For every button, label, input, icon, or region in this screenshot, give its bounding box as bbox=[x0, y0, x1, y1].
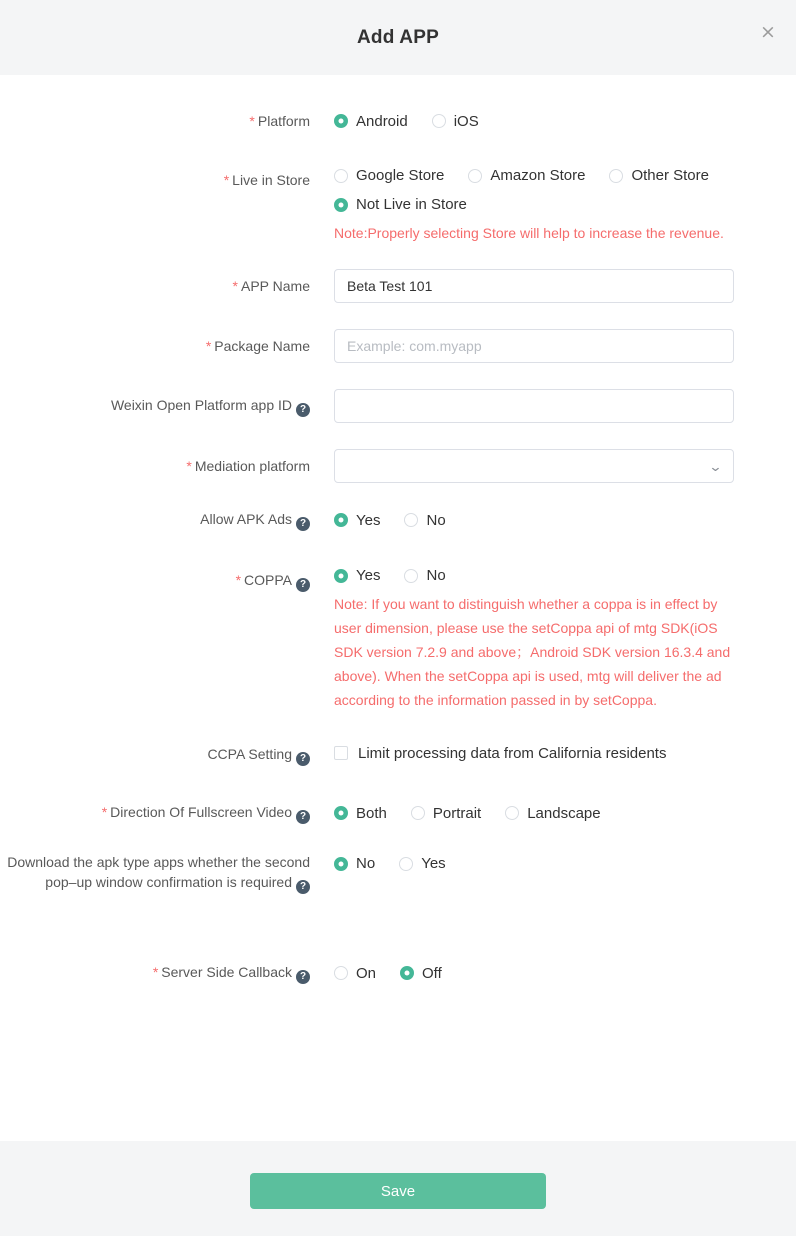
platform-radio-group bbox=[334, 113, 734, 130]
radio-unselected-icon bbox=[334, 169, 348, 183]
form-row-direction bbox=[0, 802, 796, 824]
radio-selected-icon bbox=[334, 806, 348, 820]
weixin-app-id-control bbox=[334, 389, 734, 423]
radio-selected-icon bbox=[334, 569, 348, 583]
store-radio-group-row1 bbox=[334, 167, 734, 184]
help-icon[interactable]: ? bbox=[296, 970, 310, 984]
required-asterisk: * bbox=[249, 113, 255, 129]
form-row-app-name bbox=[0, 269, 796, 303]
required-asterisk: * bbox=[223, 172, 230, 188]
ccpa-label: CCPA Setting ? bbox=[0, 744, 310, 766]
form-row-download-confirm bbox=[0, 852, 796, 894]
platform-label: * Platform bbox=[249, 113, 310, 129]
form-row-coppa bbox=[0, 567, 796, 712]
mediation-platform-control bbox=[334, 449, 734, 483]
radio-selected-icon bbox=[400, 966, 414, 980]
radio-ios[interactable]: iOS bbox=[432, 113, 479, 130]
form-row-platform bbox=[0, 111, 796, 131]
required-asterisk: * bbox=[205, 338, 212, 354]
app-name-label: * APP Name bbox=[232, 278, 310, 294]
direction-label: * Direction Of Fullscreen Video ? bbox=[0, 802, 310, 824]
radio-apk-ads-no[interactable]: No bbox=[404, 512, 445, 529]
store-note: Note:Properly selecting Store will help to increase the revenue. bbox=[334, 225, 724, 241]
chevron-down-icon: ⌄ bbox=[708, 458, 723, 474]
form-row-ccpa bbox=[0, 744, 796, 766]
radio-download-no[interactable]: No bbox=[334, 855, 375, 872]
package-name-control bbox=[334, 329, 734, 363]
allow-apk-ads-radio-group bbox=[334, 512, 734, 529]
radio-unselected-icon bbox=[411, 806, 425, 820]
form-row-server-callback bbox=[0, 962, 796, 984]
weixin-app-id-label: Weixin Open Platform app ID ? bbox=[0, 395, 310, 417]
radio-unselected-icon bbox=[468, 169, 482, 183]
dialog-header bbox=[0, 0, 796, 75]
radio-amazon-store[interactable]: Amazon Store bbox=[468, 167, 585, 184]
help-icon[interactable]: ? bbox=[296, 752, 310, 766]
weixin-app-id-input[interactable] bbox=[334, 389, 734, 423]
store-radio-group-row2 bbox=[334, 196, 734, 213]
form-row-weixin-app-id bbox=[0, 389, 796, 423]
mediation-platform-label: * Mediation platform bbox=[186, 458, 310, 474]
ccpa-checkbox-option[interactable]: Limit processing data from California residents bbox=[334, 745, 666, 762]
help-icon[interactable]: ? bbox=[296, 517, 310, 531]
form-row-live-in-store bbox=[0, 167, 796, 245]
coppa-note: Note: If you want to distinguish whether a coppa is in effect by user dimension, please use the setCoppa api of mtg SDK(iOS SDK version 7.2.9 and above；Android SDK version 16.3.4 and above). When the setCoppa api is used, mtg will deliver the ad according to the information passed in by setCoppa. bbox=[334, 596, 731, 708]
radio-unselected-icon bbox=[404, 569, 418, 583]
live-in-store-label: * Live in Store bbox=[223, 172, 310, 188]
radio-other-store[interactable]: Other Store bbox=[609, 167, 709, 184]
coppa-control bbox=[334, 567, 734, 712]
server-callback-radio-group bbox=[334, 965, 734, 982]
radio-unselected-icon bbox=[399, 857, 413, 871]
radio-unselected-icon bbox=[505, 806, 519, 820]
server-callback-label: * Server Side Callback ? bbox=[0, 962, 310, 984]
package-name-label: * Package Name bbox=[205, 338, 310, 354]
live-in-store-control bbox=[334, 167, 734, 245]
radio-selected-icon bbox=[334, 513, 348, 527]
radio-google-store[interactable]: Google Store bbox=[334, 167, 444, 184]
radio-selected-icon bbox=[334, 198, 348, 212]
required-asterisk: * bbox=[232, 278, 238, 294]
dialog-body bbox=[0, 75, 796, 1141]
app-name-control bbox=[334, 269, 734, 303]
required-asterisk: * bbox=[186, 458, 192, 474]
help-icon[interactable]: ? bbox=[296, 578, 310, 592]
radio-unselected-icon bbox=[432, 114, 446, 128]
form-row-mediation-platform bbox=[0, 449, 796, 483]
radio-unselected-icon bbox=[334, 966, 348, 980]
radio-download-yes[interactable]: Yes bbox=[399, 855, 445, 872]
form-row-package-name bbox=[0, 329, 796, 363]
radio-callback-off[interactable]: Off bbox=[400, 965, 442, 982]
radio-selected-icon bbox=[334, 857, 348, 871]
dialog-footer bbox=[0, 1141, 796, 1236]
save-button[interactable]: Save bbox=[250, 1173, 546, 1209]
radio-callback-on[interactable]: On bbox=[334, 965, 376, 982]
download-confirm-radio-group bbox=[334, 852, 734, 872]
radio-apk-ads-yes[interactable]: Yes bbox=[334, 512, 380, 529]
radio-direction-landscape[interactable]: Landscape bbox=[505, 805, 600, 822]
help-icon[interactable]: ? bbox=[296, 810, 310, 824]
close-icon[interactable]: × bbox=[756, 20, 780, 44]
coppa-label: * COPPA ? bbox=[0, 567, 310, 592]
radio-direction-both[interactable]: Both bbox=[334, 805, 387, 822]
package-name-input[interactable] bbox=[334, 329, 734, 363]
required-asterisk: * bbox=[101, 804, 108, 820]
download-confirm-label: Download the apk type apps whether the second pop–up window confirmation is required ? bbox=[7, 854, 310, 892]
coppa-radio-group bbox=[334, 567, 734, 584]
help-icon[interactable]: ? bbox=[296, 403, 310, 417]
dialog-title: Add APP bbox=[357, 26, 439, 48]
radio-coppa-yes[interactable]: Yes bbox=[334, 567, 380, 584]
radio-android[interactable]: Android bbox=[334, 113, 408, 130]
ccpa-control bbox=[334, 745, 734, 766]
radio-selected-icon bbox=[334, 114, 348, 128]
radio-unselected-icon bbox=[609, 169, 623, 183]
form-row-allow-apk-ads bbox=[0, 509, 796, 531]
radio-unselected-icon bbox=[404, 513, 418, 527]
radio-not-live-in-store[interactable]: Not Live in Store bbox=[334, 196, 467, 213]
radio-coppa-no[interactable]: No bbox=[404, 567, 445, 584]
mediation-platform-select[interactable] bbox=[334, 449, 734, 483]
required-asterisk: * bbox=[235, 572, 242, 588]
allow-apk-ads-label: Allow APK Ads ? bbox=[0, 509, 310, 531]
help-icon[interactable]: ? bbox=[296, 880, 310, 894]
radio-direction-portrait[interactable]: Portrait bbox=[411, 805, 481, 822]
direction-radio-group bbox=[334, 805, 734, 822]
app-name-input[interactable] bbox=[334, 269, 734, 303]
required-asterisk: * bbox=[152, 964, 159, 980]
checkbox-unchecked-icon bbox=[334, 746, 348, 760]
